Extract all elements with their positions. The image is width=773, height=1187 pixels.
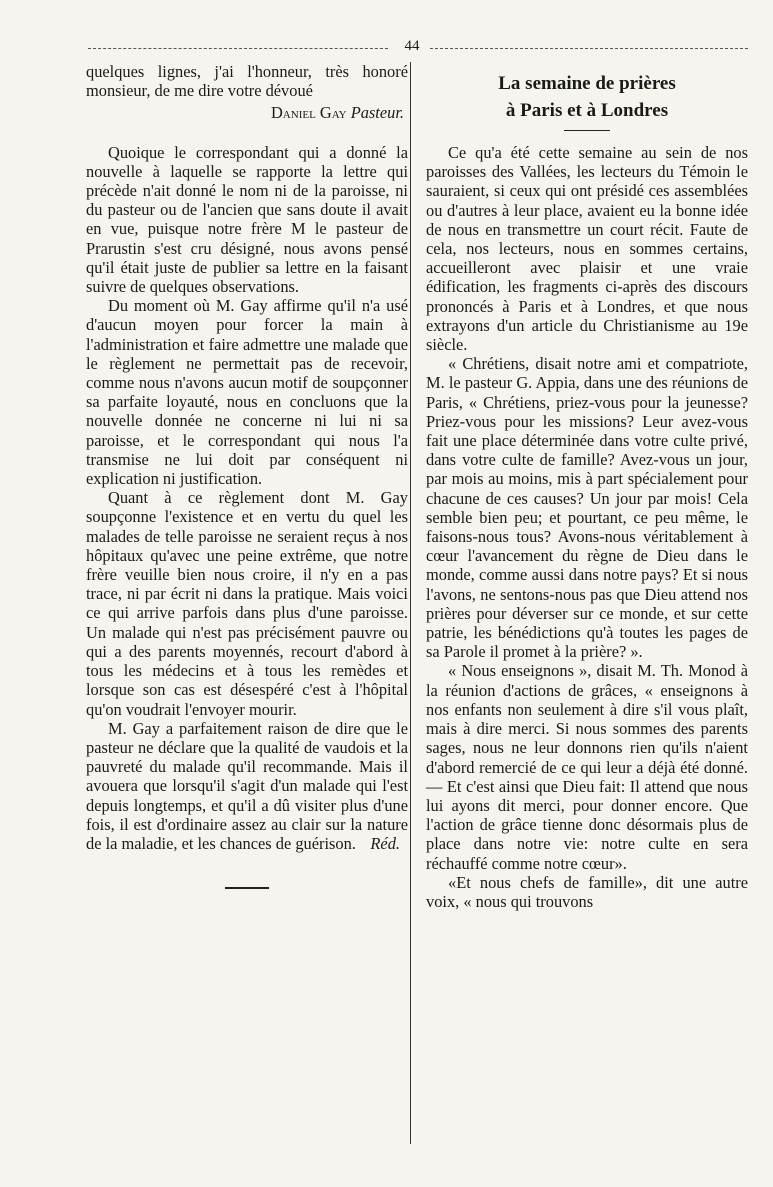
editor-note: Réd. <box>370 834 400 854</box>
signature <box>86 103 404 122</box>
article-title <box>426 70 748 124</box>
page-number: 44 <box>404 38 420 54</box>
right-paragraph: «Et nous chefs de famille», dit une autre voix, « nous qui trouvons <box>426 872 748 911</box>
header-rule-left <box>88 48 388 49</box>
left-column <box>86 62 408 889</box>
header-rule-right <box>430 48 748 49</box>
right-paragraph: « Chrétiens, disait notre ami et compatriote, M. le pasteur G. Appia, dans une des réunions de Paris, « Chrétiens, priez-vous pour la jeunesse? Priez-vous pour les missions? Leur avez-vous fait une place déterminée dans votre culte privé, dans votre culte de famille? Avez-vous un jour, par mois au moins, mis à part spécialement pour chacune de ces causes? Un jour par mois! Cela semble bien peu; et pourtant, ce peu même, le faisons-nous tous? Avons-nous véritablement à cœur l'avancement du règne de Dieu dans le monde, comme aussi dans notre pays? Et si nous l'avons, ne sentons-nous pas que Dieu attend nos prières pour déverser sur ce monde, et sur cette patrie, les bénédictions qu'à toutes les pages de sa Parole il promet à la prière? ». <box>426 354 748 662</box>
end-rule <box>225 887 269 889</box>
left-paragraph: Du moment où M. Gay affirme qu'il n'a usé d'aucun moyen pour forcer la main à l'administration et faire admettre une malade que le règlement ne permettait pas de recevoir, comme nous n'avons aucun motif de soupçonner sa parfaite loyauté, nous en concluons que la nouvelle donnée ne concerne ni lui ni sa paroisse, et le correspondant qui nous l'a transmise ne lui doit par conséquent ni explication ni justification. <box>86 296 408 489</box>
column-divider <box>410 62 411 1144</box>
left-paragraph: M. Gay a parfaitement raison de dire que le pasteur ne déclare que la qualité de vaudois et la pauvreté du malade qu'il recommande. Mais il avouera que lorsqu'il s'agit d'un malade qui l'est depuis longtemps, et qu'il a dû visiter plus d'une fois, il est d'ordinaire assez au clair sur la nature de la maladie, et les chances de guérison. <box>86 718 408 853</box>
letter-closing: quelques lignes, j'ai l'honneur, très honoré monsieur, de me dire votre dévoué <box>86 62 408 101</box>
page-header <box>88 38 748 58</box>
left-paragraph: Quoique le correspondant qui a donné la nouvelle à laquelle se rapporte la lettre qui précède n'ait donné le nom ni de la paroisse, ni du pasteur ou de l'ancien que sans doute il avait en vue, puisque notre frère M le pasteur de Prarustin s'est cru désigné, nous avons pensé qu'il était juste de publier sa lettre en la faisant suivre de quelques observations. <box>86 142 408 297</box>
left-paragraph: Quant à ce règlement dont M. Gay soupçonne l'existence et en vertu du quel les malades de telle paroisse ne seraient reçus à nos hôpitaux qu'avec une peine extrême, que notre frère veuille bien nous croire, il n'y en a pas trace, ni par écrit ni dans la pratique. Mais voici ce qui arrive parfois dans plus d'une paroisse. Un malade qui n'est pas précisément pauvre ou qui a des parents moyennés, recourt d'abord à tous les médecins et à tous les remèdes et lorsque son cas est désespéré c'est à l'hôpital qu'on voudrait l'envoyer mourir. <box>86 488 408 719</box>
right-paragraph: « Nous enseignons », disait M. Th. Monod à la réunion d'actions de grâces, « enseignons à nos enfants non seulement à dire s'il vous plaît, mais à dire merci. Si nous sommes des parents sages, nous ne leur donnons rien qu'ils n'aient d'abord remercié de ce qui leur a déjà été donné. — Et c'est ainsi que Dieu fait: Il attend que nous lui ayons dit merci, pour donner encore. Que l'action de grâce tienne donc désormais plus de place dans notre vie: notre culte en sera réchauffé comme notre cœur». <box>426 661 748 873</box>
signature-title: Pasteur. <box>350 103 404 123</box>
right-paragraph: Ce qu'a été cette semaine au sein de nos paroisses des Vallées, les lecteurs du Témoin le sauraient, si ceux qui ont présidé ces assemblées ou d'autres à leur place, avaient eu la bonne idée de nous en transmettre un court récit. Faute de cela, nos lecteurs, nous en sommes certains, accueilleront avec plaisir et une vraie édification, les fragments ci-après des discours prononcés à Paris et à Londres, et que nous extrayons d'un article du Christianisme au 19e siècle. <box>426 143 748 355</box>
article-title-line2: à Paris et à Londres <box>505 100 669 121</box>
article-title-line1: La semaine de prières <box>498 73 676 94</box>
signature-name: Daniel Gay <box>270 103 347 123</box>
title-rule <box>564 130 610 131</box>
right-column <box>426 62 748 911</box>
